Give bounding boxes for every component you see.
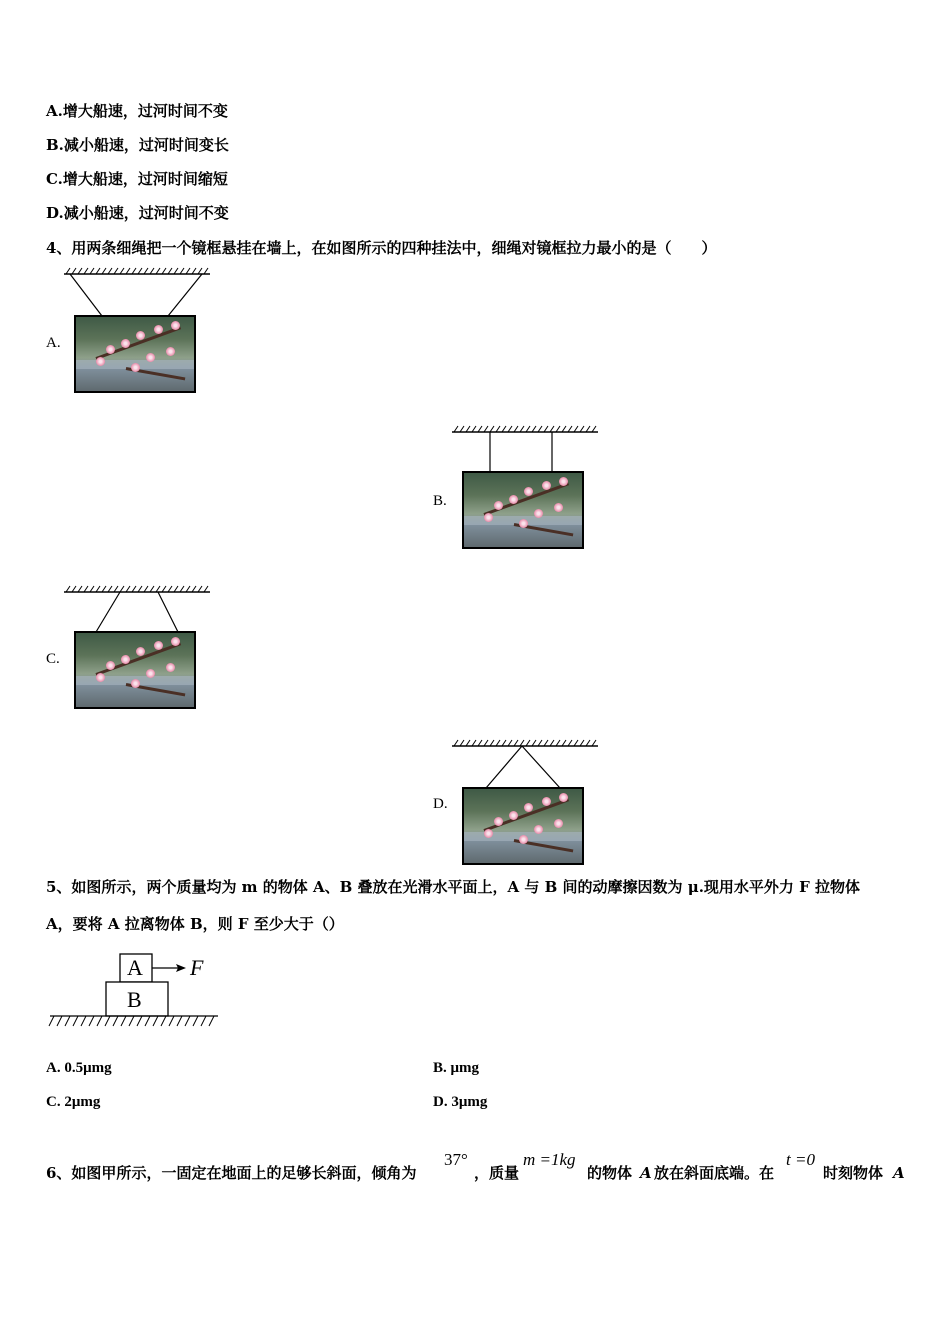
q3-option-d: D.减小船速，过河时间不变	[46, 204, 229, 222]
block-a-label: A	[127, 955, 143, 980]
q5-option-a: A. 0.5μmg	[46, 1060, 112, 1076]
q5-option-c: C. 2μmg	[46, 1094, 101, 1110]
q4-stem: 4、用两条细绳把一个镜框悬挂在墙上，在如图所示的四种挂法中，细绳对镜框拉力最小的是（ ）	[46, 239, 717, 257]
mirror-frame-photo	[74, 631, 196, 709]
q4-label-d: D.	[433, 796, 448, 812]
q6-object-a2: A	[893, 1164, 905, 1182]
q6-stem-part5: 时刻物体	[823, 1164, 884, 1182]
q4-label-b: B.	[433, 493, 447, 509]
q4-label-c: C.	[46, 651, 60, 667]
q4-label-a: A.	[46, 335, 61, 351]
hanging-frame-a	[62, 266, 212, 396]
q5-stem-line2: A，要将 A 拉离物体 B，则 F 至少大于（）	[46, 915, 344, 933]
hanging-frame-d	[450, 738, 600, 868]
hanging-frame-b	[450, 424, 600, 554]
mirror-frame-photo	[462, 471, 584, 549]
q6-stem-part4: 放在斜面底端。在	[654, 1164, 775, 1182]
q5-stem-line1: 5、如图所示，两个质量均为 m 的物体 A、B 叠放在光滑水平面上，A 与 B 间的动摩擦因数为 μ.现用水平外力 F 拉物体	[46, 878, 861, 896]
q6-time: t =0	[786, 1150, 815, 1169]
hanging-frame-c	[62, 584, 212, 714]
q3-option-b: B.减小船速，过河时间变长	[46, 136, 229, 154]
q5-option-d: D. 3μmg	[433, 1094, 488, 1110]
q6-stem-part2: ，质量	[474, 1164, 520, 1182]
stacked-blocks-diagram	[48, 950, 223, 1035]
q6-mass: m =1kg	[523, 1150, 576, 1169]
q6-stem-part1: 6、如图甲所示，一固定在地面上的足够长斜面，倾角为	[46, 1164, 417, 1182]
q6-stem-part3: 的物体	[587, 1164, 633, 1182]
q6-angle: 37°	[444, 1150, 468, 1169]
force-f-label: F	[190, 955, 204, 980]
block-b-label: B	[127, 987, 142, 1012]
mirror-frame-photo	[74, 315, 196, 393]
q5-option-b: B. μmg	[433, 1060, 480, 1076]
mirror-frame-photo	[462, 787, 584, 865]
q3-option-a: A.增大船速，过河时间不变	[46, 102, 228, 120]
q6-object-a: A	[640, 1164, 652, 1182]
q3-option-c: C.增大船速，过河时间缩短	[46, 170, 228, 188]
